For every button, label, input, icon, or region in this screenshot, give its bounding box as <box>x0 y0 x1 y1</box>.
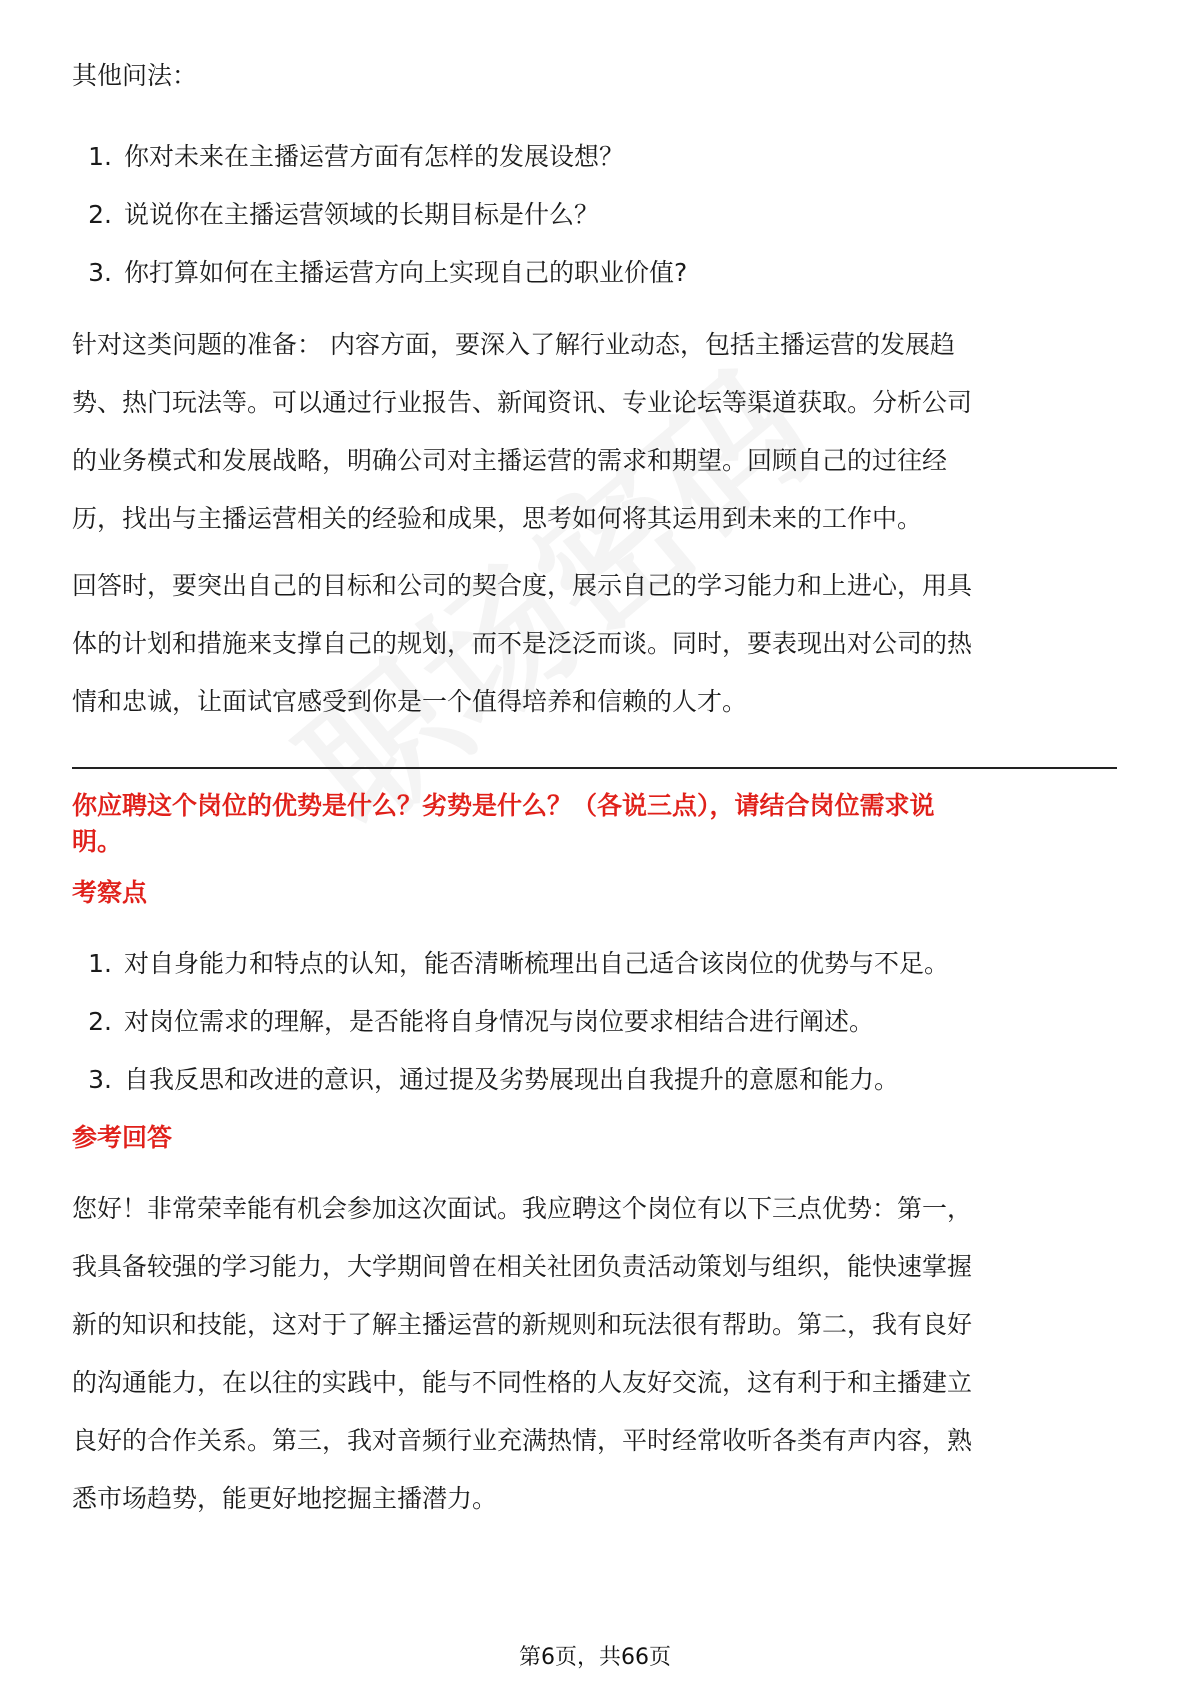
page-footer: 第6页，共66页 <box>519 1645 671 1670</box>
reference-answer-paragraph: 您好！非常荣幸能有机会参加这次面试。我应聘这个岗位有以下三点优势：第一， 我具备较强的学习能力，大学期间曾在相关社团负责活动策划与组织，能快速掌握 新的知识和技能，这对于了解主播运营的新规则和玩法很有帮助。第二，我有良好 的沟通能力，在以往的实践中，能与不同性格的人友好交流，这有利于和主播建立 良好的合作关系。第三，我对音频行业充满热情，平时经常收听各类有声内容，熟 悉市场趋势，能更好地挖掘主播潜力。 <box>72 1194 973 1513</box>
list-item: 1. 你对未来在主播运营方面有怎样的发展设想？ <box>88 142 625 171</box>
list-item: 2. 说说你在主播运营领域的长期目标是什么？ <box>88 200 600 229</box>
section-divider <box>72 767 1117 769</box>
answer-tip-paragraph: 回答时，要突出自己的目标和公司的契合度，展示自己的学习能力和上进心，用具 体的计划和措施来支撑自己的规划，而不是泛泛而谈。同时，要表现出对公司的热 情和忠诚，让面试官感受到你是一个值得培养和信赖的人才。 <box>72 571 973 716</box>
focus-points-list <box>72 935 949 1109</box>
reference-answer-title: 参考回答 <box>72 1123 173 1152</box>
list-item: 2. 对岗位需求的理解，是否能将自身情况与岗位要求相结合进行阐述。 <box>88 1007 875 1036</box>
focus-points-title: 考察点 <box>72 878 148 907</box>
other-questions-label: 其他问法： <box>72 61 198 90</box>
question-heading: 你应聘这个岗位的优势是什么？劣势是什么？（各说三点），请结合岗位需求说 明。 <box>72 791 935 856</box>
preparation-paragraph: 针对这类问题的准备： 内容方面，要深入了解行业动态，包括主播运营的发展趋 势、热门玩法等。可以通过行业报告、新闻资讯、专业论坛等渠道获取。分析公司 的业务模式和发展战略，明确公司对主播运营的需求和期望。回顾自己的过往经 历，找出与主播运营相关的经验和成果，思考如何将其运用到未来的工作中。 <box>72 330 973 533</box>
list-item: 3. 你打算如何在主播运营方向上实现自己的职业价值? <box>88 258 688 287</box>
list-item: 1. 对自身能力和特点的认知，能否清晰梳理出自己适合该岗位的优势与不足。 <box>88 949 950 978</box>
list-item: 3. 自我反思和改进的意识，通过提及劣势展现出自我提升的意愿和能力。 <box>88 1065 900 1094</box>
other-questions-list <box>72 128 687 302</box>
